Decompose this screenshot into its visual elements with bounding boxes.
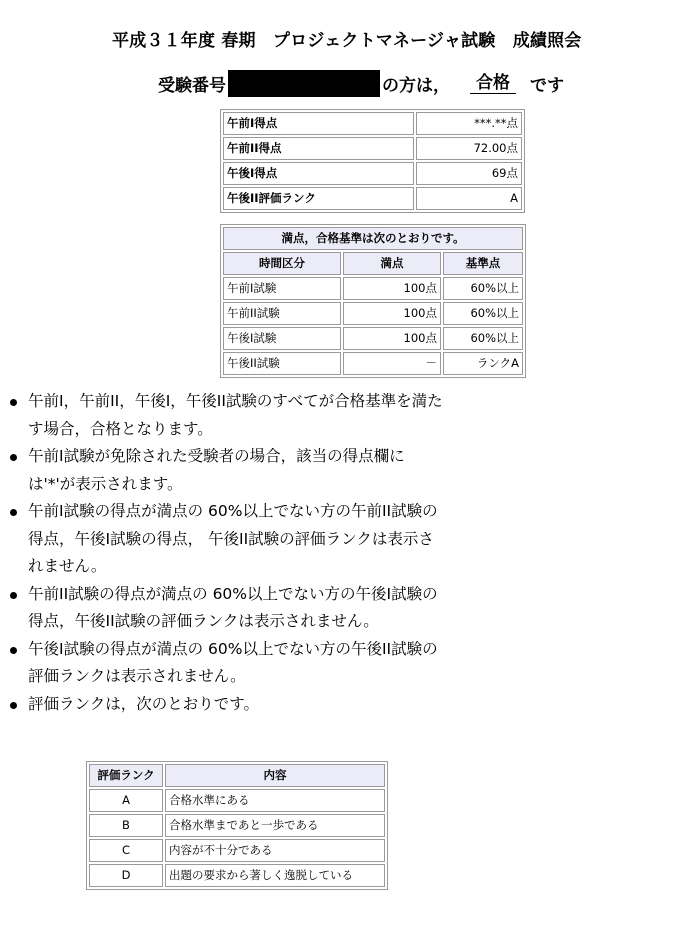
list-item: 午前I，午前II，午後I，午後II試験のすべてが合格基準を満たす場合，合格となります。 [8, 388, 448, 443]
criteria-full-score: 100点 [343, 302, 441, 325]
criteria-pass-mark: 60%以上 [443, 277, 523, 300]
criteria-table [220, 224, 526, 378]
criteria-full-score: 100点 [343, 327, 441, 350]
column-header: 内容 [165, 764, 385, 787]
score-label: 午後I得点 [223, 162, 414, 185]
column-header: 満点 [343, 252, 441, 275]
list-item: 評価ランクは，次のとおりです。 [8, 691, 448, 719]
table-row [223, 162, 522, 185]
score-value: 69点 [416, 162, 522, 185]
notes-list [8, 388, 448, 718]
score-value: 72.00点 [416, 137, 522, 160]
table-row [89, 789, 385, 812]
table-row [223, 277, 523, 300]
score-label: 午前II得点 [223, 137, 414, 160]
rank-table [86, 761, 388, 890]
table-row [89, 814, 385, 837]
table-row [89, 839, 385, 862]
result-status: 合格 [470, 74, 516, 94]
column-header: 時間区分 [223, 252, 341, 275]
rank-description: 出題の要求から著しく逸脱している [165, 864, 385, 887]
score-label: 午前I得点 [223, 112, 414, 135]
result-middle-text: の方は， [382, 76, 450, 96]
criteria-session: 午前II試験 [223, 302, 341, 325]
list-item: 午前II試験の得点が満点の 60%以上でない方の午後I試験の得点，午後II試験の評価ランクは表示されません。 [8, 581, 448, 636]
criteria-session: 午後II試験 [223, 352, 341, 375]
criteria-pass-mark: 60%以上 [443, 302, 523, 325]
criteria-pass-mark: ランクA [443, 352, 523, 375]
list-item: 午後I試験の得点が満点の 60%以上でない方の午後II試験の評価ランクは表示されません。 [8, 636, 448, 691]
score-label: 午後II評価ランク [223, 187, 414, 210]
criteria-pass-mark: 60%以上 [443, 327, 523, 350]
table-row [223, 327, 523, 350]
rank-description: 合格水準まであと一歩である [165, 814, 385, 837]
table-header-row [89, 764, 385, 787]
column-header: 基準点 [443, 252, 523, 275]
rank-code: B [89, 814, 163, 837]
score-table [220, 109, 525, 213]
rank-description: 合格水準にある [165, 789, 385, 812]
exam-number-label: 受験番号 [158, 76, 226, 96]
list-item: 午前I試験が免除された受験者の場合，該当の得点欄には'*'が表示されます。 [8, 443, 448, 498]
page-title: 平成３１年度 春期 プロジェクトマネージャ試験 成績照会 [112, 31, 582, 51]
table-row [223, 352, 523, 375]
table-header-row [223, 252, 523, 275]
list-item: 午前I試験の得点が満点の 60%以上でない方の午前II試験の得点，午後I試験の得点， 午後II試験の評価ランクは表示されません。 [8, 498, 448, 581]
redacted-exam-number [228, 70, 380, 97]
rank-code: D [89, 864, 163, 887]
result-line [158, 70, 564, 97]
criteria-full-score: － [343, 352, 441, 375]
score-value: ***.**点 [416, 112, 522, 135]
rank-code: C [89, 839, 163, 862]
score-value: A [416, 187, 522, 210]
table-row [223, 137, 522, 160]
criteria-caption: 満点，合格基準は次のとおりです。 [223, 227, 523, 250]
table-row [223, 187, 522, 210]
criteria-full-score: 100点 [343, 277, 441, 300]
table-caption-row [223, 227, 523, 250]
criteria-session: 午後I試験 [223, 327, 341, 350]
rank-description: 内容が不十分である [165, 839, 385, 862]
column-header: 評価ランク [89, 764, 163, 787]
result-suffix-text: です [530, 76, 564, 96]
rank-code: A [89, 789, 163, 812]
criteria-session: 午前I試験 [223, 277, 341, 300]
table-row [89, 864, 385, 887]
table-row [223, 302, 523, 325]
table-row [223, 112, 522, 135]
